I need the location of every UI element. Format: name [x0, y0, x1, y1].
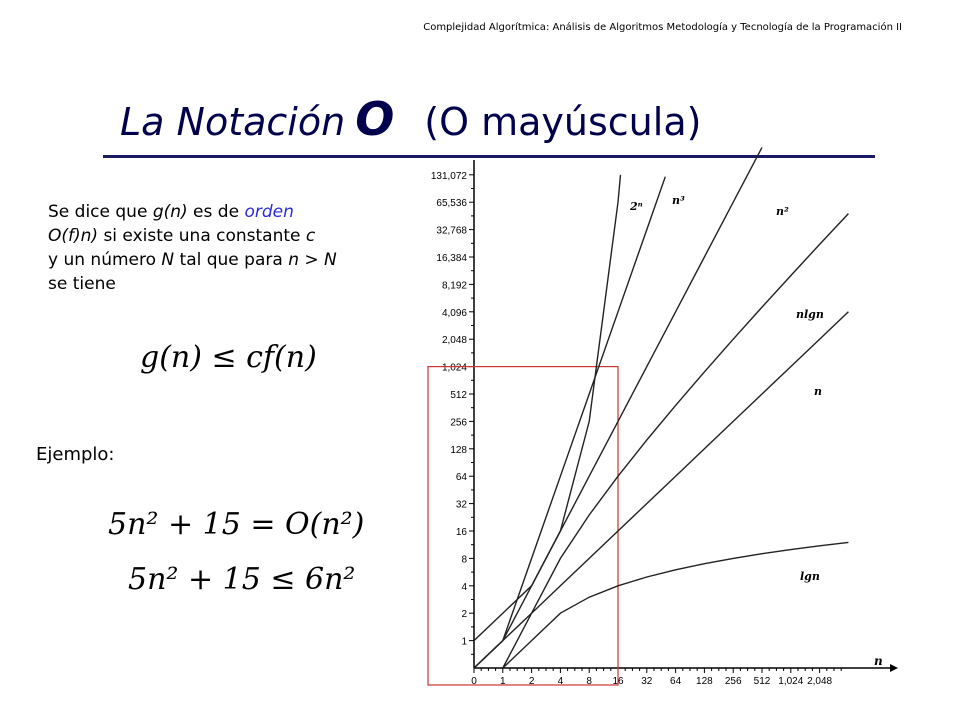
y-tick-label: 4 [461, 581, 467, 593]
def-t8: y un número [48, 250, 162, 270]
y-tick-label: 65,536 [436, 198, 467, 210]
y-tick-label: 128 [450, 444, 467, 456]
y-tick-label: 131,072 [430, 170, 467, 182]
x-tick-label: 0 [471, 676, 477, 687]
series-label: n² [776, 205, 789, 218]
x-tick-label: 256 [724, 676, 742, 687]
x-tick-label: 16 [612, 676, 624, 687]
formula-definition: g(n) ≤ cf(n) [140, 340, 317, 375]
series-line [474, 175, 621, 641]
y-tick-label: 8,192 [441, 280, 467, 292]
y-tick-label: 16 [455, 527, 467, 538]
series-line [503, 542, 849, 668]
def-t7: c [305, 226, 316, 246]
x-tick-label: 8 [586, 676, 592, 687]
x-tick-label: 2 [528, 676, 535, 687]
y-tick-label: 2,048 [441, 335, 467, 347]
y-tick-label: 64 [455, 472, 467, 484]
series-label: lgn [800, 570, 820, 583]
title-part1: La Notación [120, 100, 346, 144]
def-t9: N [161, 250, 175, 270]
series-label: 2ⁿ [630, 200, 643, 213]
y-tick-label: 512 [450, 390, 467, 401]
x-axis-arrow [890, 664, 898, 672]
def-t12: se tiene [48, 274, 116, 294]
series-label: n [814, 385, 822, 398]
title-part2: O [355, 92, 395, 146]
y-tick-label: 8 [461, 554, 467, 566]
example-label: Ejemplo: [36, 444, 115, 465]
y-tick-label: 2 [461, 609, 467, 621]
x-tick-label: 64 [670, 676, 682, 687]
def-t11: n > N [288, 250, 337, 270]
x-tick-label: 512 [753, 676, 771, 687]
def-t6: si existe una constante [98, 226, 306, 246]
x-tick-label: 4 [557, 676, 564, 687]
title-part3: (O mayúscula) [424, 100, 702, 144]
def-t10: tal que para [174, 250, 289, 270]
series-line [503, 214, 849, 668]
def-t4: orden [244, 202, 294, 222]
y-tick-label: 4,096 [441, 307, 467, 319]
def-t2: g(n) [152, 202, 188, 222]
x-tick-label: 32 [641, 676, 653, 687]
x-tick-label: 2,048 [807, 676, 833, 687]
y-tick-label: 1,024 [441, 362, 467, 374]
series-label: n³ [672, 194, 685, 207]
def-t1: Se dice que [48, 202, 153, 222]
x-tick-label: 1 [500, 676, 506, 687]
y-tick-label: 256 [450, 417, 467, 429]
series-line [474, 177, 665, 668]
page-header: Complejidad Algorítmica: Análisis de Algoritmos Metodología y Tecnología de la Programación II [423, 22, 902, 33]
x-tick-label: 1,024 [778, 676, 804, 687]
x-tick-label: 128 [696, 676, 713, 687]
def-t3: es de [187, 202, 245, 222]
y-tick-label: 1 [461, 636, 467, 648]
series-label: nlgn [796, 308, 824, 321]
formula-example-2: 5n² + 15 ≤ 6n² [128, 562, 356, 597]
y-tick-label: 32,768 [436, 225, 467, 237]
def-t5: O(f)n) [48, 226, 99, 246]
series-line [474, 312, 848, 668]
formula-example-1: 5n² + 15 = O(n²) [108, 507, 365, 542]
y-tick-label: 16,384 [436, 253, 467, 264]
y-tick-label: 32 [455, 499, 467, 511]
x-axis-label: n [874, 654, 883, 668]
